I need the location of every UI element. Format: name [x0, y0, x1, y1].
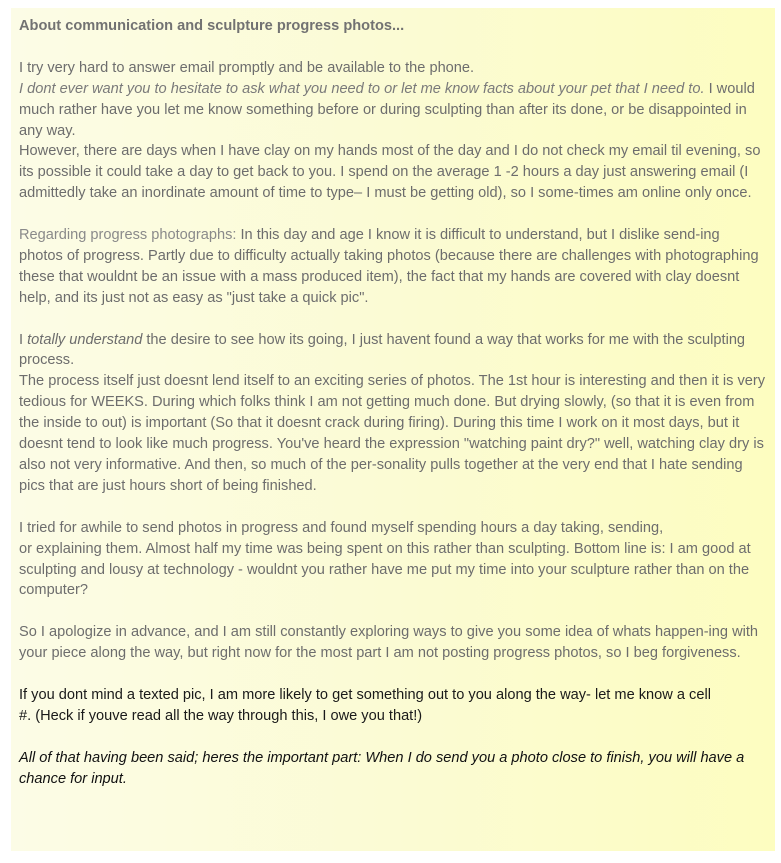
page-title: About communication and sculpture progress photos... — [19, 18, 405, 34]
spacer — [19, 37, 767, 58]
progress-photos-paragraph — [19, 225, 767, 309]
spacer — [19, 727, 767, 748]
spacer — [19, 309, 767, 330]
progress-photos-label: Regarding progress photographs: — [19, 227, 237, 244]
communication-paragraph — [19, 58, 767, 142]
spacer — [19, 601, 767, 622]
tried-line: I tried for awhile to send photos in progress and found myself spending hours a day taking, sending, — [19, 519, 664, 536]
email-promptly-text: I try very hard to answer email promptly and be available to the phone. — [19, 59, 475, 76]
process-paragraph: The process itself just doesnt lend itself to an exciting series of photos. The 1st hour is interesting and then it is very tedious for WEEKS. During which folks think I am not getting much done. But drying slowly, (so that it is even from the inside to out) is important (So that it doesnt crack during firing). During this time I work on it most days, but it doesnt tend to look like much progress. You've heard the expression "watching paint dry?" well, watching clay dry is also not very informative. And then, so much of the per-sonality pulls together at the very end that I hate sending pics that are just hours short of being finished. — [19, 373, 766, 494]
understand-pre: I — [19, 331, 28, 348]
let-me-know-text: I would much rather have you let me know something before or during sculpting than after its done, or be disappointed in any way. — [19, 80, 755, 139]
important-part-paragraph: All of that having been said; heres the important part: When I do send you a photo close to finish, you will have a chance for input. — [19, 749, 745, 787]
texted-pic-paragraph — [19, 685, 767, 727]
spacer — [19, 497, 767, 518]
understand-post: the desire to see how its going, I just havent found a way that works for me with the sculpting process. — [19, 331, 746, 369]
email-availability-paragraph: However, there are days when I have clay on my hands most of the day and I do not check my email til evening, so its possible it could take a day to get back to you. I spend on the average 1 -2 hours a day just answering email (I admittedly take an inordinate amount of time to type– I must be getting old), so I some-times am online only once. — [19, 143, 761, 202]
info-panel — [11, 8, 775, 851]
progress-photos-text: In this day and age I know it is difficult to understand, but I dislike send-ing photos of progress. Partly due to difficulty actually taking photos (because there are challenges with photographing these that wouldnt be an issue with a mass produced item), the fact that my hands are covered with clay doesnt help, and its just not as easy as "just take a quick pic". — [19, 227, 759, 306]
understand-paragraph — [19, 330, 767, 372]
understand-italic: totally understand — [27, 331, 143, 348]
texted-pic-heck: #. (Heck if youve read all the way through this, I owe you that!) — [19, 707, 423, 724]
spacer — [19, 204, 767, 225]
texted-pic-line: If you dont mind a texted pic, I am more likely to get something out to you along the way- let me know a cell — [19, 686, 711, 703]
tried-paragraph — [19, 518, 767, 602]
dont-hesitate-text: I dont ever want you to hesitate to ask what you need to or let me know facts about your pet that I need to. — [19, 80, 705, 97]
tried-rest: or explaining them. Almost half my time was being spent on this rather than sculpting. Bottom line is: I am good at sculpting and lousy at technology - wouldnt you rather have me put my time into your sculpture rather than on the computer? — [19, 540, 751, 599]
apology-paragraph: So I apologize in advance, and I am still constantly exploring ways to give you some idea of whats happen-ing with your piece along the way, but right now for the most part I am not posting progress photos, so I beg forgiveness. — [19, 624, 759, 662]
spacer — [19, 664, 767, 685]
